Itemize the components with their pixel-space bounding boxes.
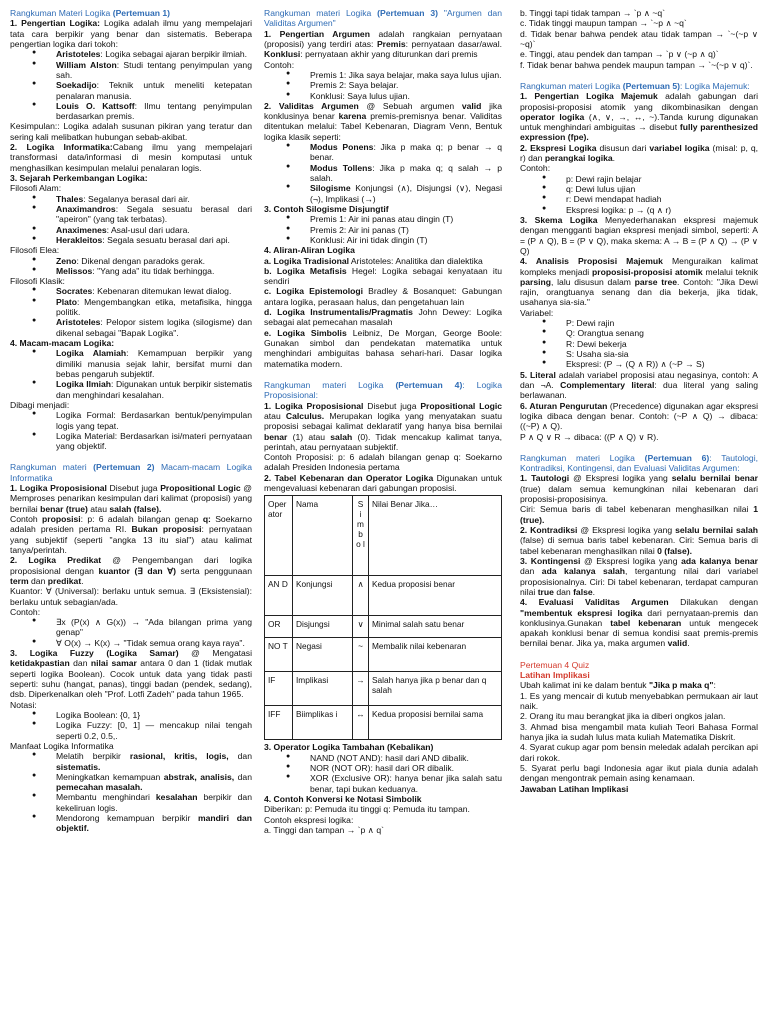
- table-row: [265, 616, 502, 638]
- expression-line: b. Tinggi tapi tidak tampan → `p ∧ ~q`: [520, 8, 666, 18]
- list-item: ● Thales: Segalanya berasal dari air.: [10, 194, 252, 204]
- list-contoh-ekspresi: [520, 174, 758, 215]
- column-middle: [264, 8, 502, 835]
- table-cell: OR: [265, 616, 293, 638]
- list-item: ● Premis 2: Air ini panas (T): [264, 225, 502, 235]
- table-cell: ~: [353, 638, 369, 672]
- list-item: ● Konklusi: Saya lulus ujian.: [264, 91, 502, 101]
- list-item: ● Anaximenes: Asal-usul dari udara.: [10, 225, 252, 235]
- table-cell: Disjungsi: [293, 616, 353, 638]
- paragraph-aliran-b: b. Logika Metafisis Hegel: Logika sebagai kenyataan itu sendiri: [264, 265, 502, 287]
- table-cell: IFF: [265, 706, 293, 740]
- paragraph-kuantor: Kuantor: ∀ (Universal): berlaku untuk semua. ∃ (Eksistensial): berlaku untuk sebagian/ada.: [10, 586, 252, 607]
- list-item: ● NOR (NOT OR): hasil dari OR dibalik.: [264, 763, 502, 773]
- section-title-pertemuan-3: Rangkuman materi Logika (Pertemuan 3) "Argumen dan Validitas Argumen": [264, 8, 502, 29]
- paragraph-ekspresi-logika: 2. Ekspresi Logika disusun dari variabel logika (misal: p, q, r) dan perangkai logika.: [520, 142, 758, 164]
- list-item: ● Melissos: "Yang ada" itu tidak berhingga.: [10, 266, 252, 276]
- expression-line: a. Tinggi dan tampan → `p ∧ q`: [264, 824, 384, 835]
- quiz-answer-heading: Jawaban Latihan Implikasi: [520, 783, 629, 794]
- quiz-item: 4. Syarat cukup agar pom bensin meledak adalah percikan api dari rokok.: [520, 742, 758, 763]
- list-item: ● Premis 1: Air ini panas atau dingin (T): [264, 214, 502, 224]
- label-contoh-argumen: Contoh:: [264, 59, 295, 70]
- table-row: [265, 706, 502, 740]
- expression-line: P ∧ Q ∨ R → dibaca: ((P ∧ Q) ∨ R).: [520, 431, 659, 442]
- list-item: ● Meningkatkan kemampuan abstrak, analisis, dan pemecahan masalah.: [10, 772, 252, 793]
- truth-operator-table: [264, 495, 502, 740]
- quiz-item: 3. Ahmad bisa mengambil mata kuliah Teori Bahasa Formal hanya jika ia sudah lulus mata kuliah Matematika Diskrit.: [520, 721, 758, 742]
- table-cell: ∧: [353, 576, 369, 616]
- list-item: ● Anaximandros: Segala sesuatu berasal dari "apeiron" (yang tak terbatas).: [10, 204, 252, 225]
- list-item: ● Logika Material: Berdasarkan isi/materi pernyataan yang objektif.: [10, 431, 252, 452]
- paragraph-logika-predikat: 2. Logika Predikat @ Pengembangan dari logika proposisional dengan kuantor (∃ dan ∀) serta penggunaan term dan predikat.: [10, 555, 252, 586]
- list-item: ● Premis 2: Saya belajar.: [264, 80, 502, 90]
- list-item: ● Socrates: Kebenaran ditemukan lewat dialog.: [10, 286, 252, 296]
- list-item: ● Herakleitos: Segala sesuatu berasal dari api.: [10, 235, 252, 245]
- list-item: ● ∀ O(x) → K(x) → "Tidak semua orang kaya raya".: [10, 638, 252, 648]
- expression-line: e. Tinggi, atau pendek dan tampan → `p ∨ (~p ∧ q)`: [520, 49, 719, 60]
- quiz-title: Pertemuan 4 Quiz: [520, 659, 590, 670]
- table-cell: Minimal salah satu benar: [369, 616, 502, 638]
- table-header-cell: Nama: [293, 496, 353, 576]
- paragraph-contoh-proposisi-2: Contoh Proposisi: p: 6 adalah bilangan genap q: Soekarno adalah Presiden Indonesia pertama: [264, 452, 502, 473]
- list-filosofi-klasik: [10, 286, 252, 338]
- list-macam-logika: [10, 348, 252, 400]
- list-operator-tambahan: [264, 753, 502, 794]
- list-item: ● Modus Tollens: Jika p maka q; q salah → p salah.: [264, 163, 502, 184]
- table-cell: AN D: [265, 576, 293, 616]
- paragraph-kontingensi: 3. Kontingensi @ Ekspresi logika yang ada kalanya benar dan ada kalanya salah, tergantung nilai dari variabel proposisionalnya. Ciri: Di tabel kebenaran, terdapat campuran nilai true dan false.: [520, 555, 758, 597]
- table-header-cell: Nilai Benar Jika…: [369, 496, 502, 576]
- paragraph-aliran-a: a. Logika Tradisional Aristoteles: Analitika dan dialektika: [264, 255, 483, 266]
- list-notasi: [10, 710, 252, 741]
- list-item: ● Logika Ilmiah: Digunakan untuk berpikir sistematis dan menghindari kesalahan.: [10, 379, 252, 400]
- list-item: ● q: Dewi lulus ujian: [520, 184, 758, 194]
- paragraph-aliran-e: e. Logika Simbolis Leibniz, De Morgan, George Boole: Gunakan simbol dan pendekatan matematika untuk menghindari ambiguitas bahasa sehari-hari. Dasar logika matematika modern.: [264, 327, 502, 369]
- list-dibagi: [10, 410, 252, 451]
- list-filosofi-alam: [10, 194, 252, 246]
- table-cell: IF: [265, 672, 293, 706]
- label-contoh-ekspresi: Contoh ekspresi logika:: [264, 814, 354, 825]
- list-filosofi-elea: [10, 256, 252, 277]
- paragraph-logika-fuzzy: 3. Logika Fuzzy (Logika Samar) @ Mengatasi ketidakpastian dan nilai samar antara 0 dan 1 (tidak mutlak seperti logika Boolean). Cocok untuk data yang tidak pasti seperti: suhu (hangat, panas), tinggi badan (pendek, sedang), dsb. Diperkenalkan oleh "Prof. Lotfi Zadeh" pada tahun 1965.: [10, 648, 252, 700]
- list-item: ● r: Dewi mendapat hadiah: [520, 194, 758, 204]
- list-item: ● Louis O. Kattsoff: Ilmu tentang penyimpulan berdasarkan premis.: [10, 101, 252, 122]
- list-contoh-argumen: [264, 70, 502, 101]
- list-item: ● Mendorong kemampuan berpikir mandiri dan objektif.: [10, 813, 252, 834]
- table-cell: ↔: [353, 706, 369, 740]
- list-item: ● Soekadijo: Teknik untuk meneliti ketepatan penalaran manusia.: [10, 80, 252, 101]
- paragraph-aturan-pengurutan: 6. Aturan Pengurutan (Precedence) digunakan agar ekspresi logika dibaca dengan benar. Contoh: (~P ∧ Q) → dibaca: ((~P) ∧ Q).: [520, 400, 758, 432]
- quiz-item: 1. Es yang mencair di kutub menyebabkan permukaan air laut naik.: [520, 690, 758, 711]
- paragraph-skema-logika: 3. Skema Logika Menyederhanakan ekspresi majemuk dengan mengganti bagian ekspresi menjadi simbol, seperti: A = (P ∧ Q), B = (P ∨ Q), maka skema: A → B = (P ∧ Q) → (P ∨ Q): [520, 214, 758, 256]
- label-filosofi-elea: Filosofi Elea:: [10, 245, 60, 256]
- list-item: ● S: Usaha sia-sia: [520, 349, 758, 359]
- list-item: ● William Alston: Studi tentang penyimpulan yang sah.: [10, 60, 252, 81]
- table-row: [265, 672, 502, 706]
- list-item: ● ∃x (P(x) ∧ G(x)) → "Ada bilangan prima yang genap": [10, 617, 252, 638]
- list-item: ● Q: Orangtua senang: [520, 328, 758, 338]
- table-cell: Negasi: [293, 638, 353, 672]
- paragraph-kontradiksi: 2. Kontradiksi @ Ekspresi logika yang selalu bernilai salah (false) di semua baris tabel kebenaran. Ciri: Semua baris di tabel kebenaran menghasilkan nilai 0 (false).: [520, 525, 758, 556]
- list-item: ● P: Dewi rajin: [520, 318, 758, 328]
- list-item: ● Modus Ponens: Jika p maka q; p benar → q benar.: [264, 142, 502, 163]
- table-cell: Membalik nilai kebenaran: [369, 638, 502, 672]
- label-notasi: Notasi:: [10, 699, 37, 710]
- table-row: [265, 638, 502, 672]
- section-title-pertemuan-1: Rangkuman Materi Logika (Pertemuan 1): [10, 8, 171, 18]
- quiz-item: 2. Orang itu mau berangkat jika ia diberi ongkos jalan.: [520, 711, 726, 722]
- table-cell: ∨: [353, 616, 369, 638]
- list-item: ● Logika Boolean: {0, 1}: [10, 710, 252, 720]
- table-row: [265, 576, 502, 616]
- label-filosofi-alam: Filosofi Alam:: [10, 183, 62, 194]
- paragraph-contoh-proposisi: Contoh proposisi: p: 6 adalah bilangan genap q: Soekarno adalah presiden pertama RI. Bukan proposisi: pernyataan yang subjektif (seperti "angka 13 itu sial") atau kalimat tanya/perintah.: [10, 514, 252, 555]
- list-item: ● Premis 1: Jika saya belajar, maka saya lulus ujian.: [264, 70, 502, 80]
- list-item: ● Zeno: Dikenal dengan paradoks gerak.: [10, 256, 252, 266]
- table-cell: NO T: [265, 638, 293, 672]
- expression-line: c. Tidak tinggi maupun tampan → `~p ∧ ~q`: [520, 18, 687, 29]
- paragraph-proposisional: 1. Logika Proposisional Disebut juga Propositional Logic atau Calculus. Merupakan logika yang menyatakan suatu proposisi sebagai kalimat deklaratif yang hanya bisa bernilai benar (1) atau salah (0). Tidak mencakup kalimat tanya, perintah, atau pernyataan subjektif.: [264, 400, 502, 452]
- label-dibagi: Dibagi menjadi:: [10, 399, 70, 410]
- paragraph-aliran-d: d. Logika Instrumentalis/Pragmatis John Dewey: Logika sebagai alat pemecahan masalah: [264, 307, 502, 328]
- list-tokoh: [10, 49, 252, 121]
- list-item: ● Ekspresi logika: p → (q ∧ r): [520, 205, 758, 215]
- list-item: ● p: Dewi rajin belajar: [520, 174, 758, 184]
- table-header-cell: S i m b o l: [353, 496, 369, 576]
- paragraph-logika-informatika: 2. Logika Informatika:Cabang ilmu yang mempelajari transformasi data/informasi di mesin komputasi untuk menghasilkan kesimpulan melalui penalaran logis.: [10, 142, 252, 173]
- table-header-row: [265, 496, 502, 576]
- section-title-pertemuan-2: Rangkuman materi (Pertemuan 2) Macam-macam Logika Informatika: [10, 462, 252, 483]
- list-item: ● Melatih berpikir rasional, kritis, logis, dan sistematis.: [10, 751, 252, 772]
- section-title-pertemuan-4: Rangkuman materi Logika (Pertemuan 4): Logika Proposisional:: [264, 379, 502, 401]
- list-item: ● Aristoteles: Pelopor sistem logika (silogisme) dan dikenal sebagai "Bapak Logika".: [10, 317, 252, 338]
- heading-silogisme-disjungtif: 3. Contoh Silogisme Disjungtif: [264, 203, 389, 214]
- table-cell: Kedua proposisi bernilai sama: [369, 706, 502, 740]
- paragraph-kesimpulan: Kesimpulan:: Logika adalah susunan pikiran yang teratur dan sering kali melibatkan hubungan sebab-akibat.: [10, 121, 252, 142]
- paragraph-aliran-c: c. Logika Epistemologi Bradley & Bosanquet: Gabungan antara logika, perasaan halus, dan pengetahuan lain: [264, 286, 502, 307]
- table-cell: Kedua proposisi benar: [369, 576, 502, 616]
- list-kuantor: [10, 617, 252, 648]
- label-contoh-kuantor: Contoh:: [10, 606, 41, 617]
- paragraph-literal: 5. Literal adalah variabel proposisi atau negasinya, contoh: A dan ¬A. Complementary literal: dua literal yang saling berlawanan.: [520, 369, 758, 401]
- list-item: ● Plato: Mengembangkan etika, metafisika, hingga politik.: [10, 297, 252, 318]
- label-variabel: Variabel:: [520, 307, 554, 318]
- list-item: ● Konklusi: Air ini tidak dingin (T): [264, 235, 502, 245]
- list-item: ● Ekspresi: (P → (Q ∧ R)) ∧ (~P → S): [520, 359, 758, 369]
- table-cell: Biimplikas i: [293, 706, 353, 740]
- list-silogisme: [264, 214, 502, 245]
- paragraph-pengertian-argumen: 1. Pengertian Argumen adalah rangkaian pernyataan (proposisi) yang terdiri atas: Premis: pernyataan dasar/awal. Konklusi: pernyataan akhir yang diturunkan dari premis: [264, 28, 502, 60]
- column-right: [520, 8, 758, 794]
- expression-line: d. Tidak benar bahwa pendek atau tidak tampan → `~(~p ∨ ~q)`: [520, 28, 758, 49]
- paragraph-tautologi: 1. Tautologi @ Ekspresi logika yang selalu bernilai benar (true) dalam semua kemungkinan nilai kebenaran dari proposisi-proposisinya.: [520, 473, 758, 505]
- table-header-cell: Oper ator: [265, 496, 293, 576]
- heading-sejarah: 3. Sejarah Perkembangan Logika:: [10, 173, 148, 183]
- paragraph-evaluasi-validitas: 4. Evaluasi Validitas Argumen Dilakukan dengan "membentuk ekspresi logika dari pernyataan-premis dan konklusinya.Gunakan tabel kebenaran untuk mengecek apakah konklusi benar di semua kondisi saat premis-premis bernilai benar. Jika ya, maka argumen valid.: [520, 597, 758, 649]
- quiz-intro: Ubah kalimat ini ke dalam bentuk "Jika p maka q":: [520, 680, 716, 691]
- list-item: ● XOR (Exclusive OR): hanya benar jika salah satu benar, tapi bukan keduanya.: [264, 773, 502, 794]
- paragraph-logika-proposisional: 1. Logika Proposisional Disebut juga Propositional Logic @ Memproses penarikan kesimpulan dari kalimat (proposisi) yang bernilai benar (true) atau salah (false).: [10, 483, 252, 514]
- list-bentuk-logika: [264, 142, 502, 204]
- table-cell: Salah hanya jika p benar dan q salah: [369, 672, 502, 706]
- paragraph-logika-majemuk: 1. Pengertian Logika Majemuk adalah gabungan dari proposisi-proposisi atomik yang dikombinasikan dengan operator logika (∧, ∨, →, ↔, ~).Tanda kurung digunakan untuk menghindari ambiguitas → disebut fully parenthesized expression (fpe).: [520, 91, 758, 143]
- list-variabel: [520, 318, 758, 370]
- paragraph-pengertian-logika: 1. Pengertian Logika: Logika adalah ilmu yang mempelajari tata cara berpikir yang benar dan sistematis. Beberapa pengertian logika dari tokoh:: [10, 18, 252, 49]
- list-item: ● Logika Alamiah: Kemampuan berpikir yang dimiliki manusia sejak lahir, bersifat murni dan bebas pengaruh subjektif.: [10, 348, 252, 379]
- list-manfaat: [10, 751, 252, 834]
- expression-line: f. Tidak benar bahwa pendek maupun tampan → `~(~p ∨ q)`.: [520, 59, 753, 70]
- paragraph-ciri-tautologi: Ciri: Semua baris di tabel kebenaran menghasilkan nilai 1 (true).: [520, 504, 758, 525]
- paragraph-diberikan: Diberikan: p: Pemuda itu tinggi q: Pemuda itu tampan.: [264, 804, 470, 815]
- label-filosofi-klasik: Filosofi Klasik:: [10, 276, 65, 287]
- list-item: ● Logika Fuzzy: [0, 1] — mencakup nilai tengah seperti 0.2, 0.5,.: [10, 720, 252, 741]
- list-item: ● Membantu menghindari kesalahan berpikir dan kekeliruan logis.: [10, 792, 252, 813]
- table-cell: →: [353, 672, 369, 706]
- heading-konversi-simbolik: 4. Contoh Konversi ke Notasi Simbolik: [264, 793, 422, 804]
- heading-macam-logika: 4. Macam-macam Logika:: [10, 338, 115, 348]
- quiz-subtitle: Latihan Implikasi: [520, 670, 590, 681]
- label-contoh-ekspresi-2: Contoh:: [520, 163, 551, 174]
- heading-aliran-logika: 4. Aliran-Aliran Logika: [264, 245, 355, 256]
- paragraph-validitas-argumen: 2. Validitas Argumen @ Sebuah argumen valid jika konklusinya benar karena premis-premisnya benar. Validitas ditentukan melalui: Tabel Kebenaran, Diagram Venn, Bentuk logika klasik seperti:: [264, 100, 502, 142]
- paragraph-tabel-kebenaran: 2. Tabel Kebenaran dan Operator Logika Digunakan untuk mengevaluasi kebenaran dari gabungan proposisi.: [264, 472, 502, 494]
- table-cell: Implikasi: [293, 672, 353, 706]
- list-item: ● Silogisme Konjungsi (∧), Disjungsi (∨), Negasi (¬), Implikasi (→): [264, 183, 502, 204]
- heading-operator-tambahan: 3. Operator Logika Tambahan (Kebalikan): [264, 742, 434, 753]
- list-item: ● R: Dewi bekerja: [520, 339, 758, 349]
- column-left: [10, 8, 252, 834]
- quiz-item: 5. Syarat perlu bagi Indonesia agar ikut piala dunia adalah dengan mengontrak pemain asing kenamaan.: [520, 762, 758, 784]
- table-cell: Konjungsi: [293, 576, 353, 616]
- section-title-pertemuan-5: Rangkuman materi Logika (Pertemuan 5): Logika Majemuk:: [520, 80, 750, 91]
- list-item: ● Aristoteles: Logika sebagai ajaran berpikir ilmiah.: [10, 49, 252, 59]
- section-title-pertemuan-6: Rangkuman materi Logika (Pertemuan 6): Tautologi, Kontradiksi, Kontingensi, dan Evaluasi Validitas Argumen:: [520, 452, 758, 474]
- list-item: ● Logika Formal: Berdasarkan bentuk/penyimpulan logis yang tepat.: [10, 410, 252, 431]
- paragraph-analisis-proposisi: 4. Analisis Proposisi Majemuk Menguraikan kalimat kompleks menjadi proposisi-proposisi atomik melalui teknik parsing, lalu disusun dalam parse tree. Contoh: "Jika Dewi rajin, orangtuanya senang dan dia bekerja, jika tidak, usahanya sia-sia.": [520, 256, 758, 308]
- list-item: ● NAND (NOT AND): hasil dari AND dibalik.: [264, 753, 502, 763]
- label-manfaat: Manfaat Logika Informatika: [10, 740, 114, 751]
